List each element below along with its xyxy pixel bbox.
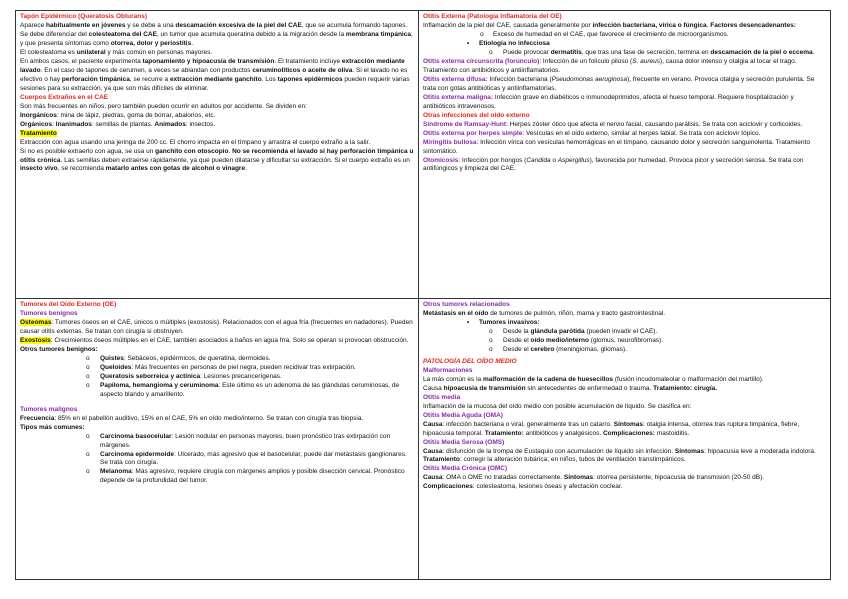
text: : otalgia intensa, otorrea tras ruptura timpánica, fiebre, hipoacusia temporal. bbox=[423, 420, 800, 437]
text: : 85% en el pabellón auditivo, 15% en el CAE, 5% en oído medio/interno. Se tratan con cirugía tras biopsia. bbox=[54, 414, 364, 422]
bold-text: descamación de la piel o eccema bbox=[710, 48, 813, 56]
bullet-list bbox=[423, 40, 828, 49]
subheading: Otomicosis bbox=[423, 156, 459, 164]
italic-text: Candida bbox=[526, 156, 551, 164]
bold-text: membrana timpánica bbox=[345, 30, 411, 38]
paragraph bbox=[423, 139, 828, 157]
paragraph bbox=[20, 337, 414, 346]
bold-text: glándula parótida bbox=[530, 327, 585, 335]
text: En ambos casos, el paciente experimenta bbox=[20, 57, 143, 65]
text: : Herpes zóster ótico que afecta el nervio facial, causando parálisis. Se trata con aciclovir y corticoides. bbox=[506, 120, 803, 128]
text: . bbox=[228, 147, 233, 155]
paragraph bbox=[20, 22, 414, 49]
section-title: PATOLOGÍA DEL OÍDO MEDIO bbox=[423, 357, 517, 365]
text: Puede provocar bbox=[503, 48, 551, 56]
text: : Vesículas en el oído externo, similar al herpes labial. Se trata con aciclovir tópico. bbox=[522, 129, 761, 137]
text: : OMA o OME no tratadas correctamente. bbox=[442, 474, 564, 482]
text: antibióticos y analgésicos. bbox=[523, 429, 603, 437]
text: La más común es la bbox=[423, 375, 483, 383]
text: Infección bacteriana ( bbox=[487, 75, 552, 83]
italic-text: Pseudomonas aeruginosa bbox=[551, 75, 628, 83]
section-title: Otros tumores relacionados bbox=[423, 301, 510, 308]
bold-text: infección bacteriana, vírica o fúngica bbox=[592, 21, 707, 29]
text: , y que presenta síntomas como bbox=[20, 30, 413, 47]
bold-text: extracción mediante ganchito bbox=[169, 75, 262, 83]
text: (pueden invadir el CAE). bbox=[584, 327, 658, 335]
bold-text: ganchito con otoscopio bbox=[155, 147, 229, 155]
paragraph: Inflamación de la mucosa del oído medio con posible acumulación de líquido. Se clasifica en: bbox=[423, 402, 692, 410]
bold-text: oído medio/interno bbox=[530, 336, 589, 344]
paragraph bbox=[423, 76, 828, 94]
bold-text: malformación de la cadena de huesecillos bbox=[482, 375, 614, 383]
text: . Si el lavado no es efectivo o hay bbox=[20, 66, 408, 83]
list-item bbox=[20, 382, 414, 400]
bold-text: unilateral bbox=[76, 48, 106, 56]
text: (meningiomas, gliomas). bbox=[554, 345, 627, 353]
list-item: • Etiología no infecciosa bbox=[423, 40, 828, 49]
text: . bbox=[812, 48, 815, 56]
text: ), favorecida por humedad. Provoca picor y secreción serosa. Se trata con antifúngicos y limpieza del CAE. bbox=[423, 156, 804, 173]
bold-text: Metástasis en el oído bbox=[423, 309, 489, 317]
cell-otitis-externa bbox=[419, 11, 832, 298]
text: : insectos. bbox=[185, 120, 216, 128]
bold-text: descamación excesiva de la piel del CAE bbox=[175, 21, 302, 29]
text: : Sebáceos, epidérmicos, de queratina, dermoides. bbox=[123, 354, 271, 362]
paragraph bbox=[423, 22, 828, 31]
text: : corregir la alteración tubárica; en niños, tubos de ventilación transtimpánicos. bbox=[459, 456, 686, 464]
paragraph bbox=[423, 94, 828, 112]
list-item: • Tumores invasivos: bbox=[423, 319, 828, 328]
text: , un tumor que acumula queratina debido a la migración desde la bbox=[156, 30, 346, 38]
subheading: Otitis Media Aguda (OMA) bbox=[423, 411, 503, 419]
bold-text: Inorgánicos bbox=[20, 111, 57, 119]
bold-text: Orgánicos bbox=[20, 120, 53, 128]
text: Aparece bbox=[20, 21, 47, 29]
bold-text: ceruminolíticos o aceite de oliva bbox=[252, 66, 353, 74]
paragraph bbox=[423, 310, 828, 319]
bold-text: Síntomas bbox=[674, 447, 705, 455]
bold-text: taponamiento y hipoacusia de transmisión bbox=[142, 57, 275, 65]
subheading: Tumores benignos bbox=[20, 309, 78, 317]
sub-list bbox=[423, 328, 828, 355]
bold-text: Carcinoma basocelular bbox=[100, 432, 172, 440]
bold-text: tapones epidérmicos bbox=[277, 75, 343, 83]
text: , que tras una fase de secreción, termina en bbox=[581, 48, 711, 56]
bold-text: colesteatoma del CAE bbox=[88, 30, 157, 38]
text: y se debe a una bbox=[125, 21, 176, 29]
bold-text: Tratamiento: cirugía. bbox=[653, 384, 718, 392]
bold-text: Carcinoma epidermoide bbox=[100, 450, 175, 458]
text: : Lesiones precancerígenas. bbox=[200, 372, 282, 380]
subheading: Otitis Media Crónica (OMC) bbox=[423, 465, 508, 473]
bullet-list bbox=[423, 319, 828, 328]
text: : infección bacteriana o viral, generalmente tras un catarro. bbox=[442, 420, 614, 428]
paragraph bbox=[423, 376, 828, 385]
bold-text: habitualmente en jóvenes bbox=[46, 21, 126, 29]
text: : otorrea persistente, hipoacusia de transmisión (20-50 dB). bbox=[593, 474, 765, 482]
bold-text: Inanimados bbox=[55, 120, 92, 128]
subheading: Miringitis bullosa bbox=[423, 138, 477, 146]
subheading: Otitis media bbox=[423, 393, 461, 401]
paragraph bbox=[423, 483, 828, 492]
text: ), causa dolor intenso y otalgia al tocar el trago. Tratamiento con antibióticos y antiinflamatorios. bbox=[423, 57, 797, 74]
subheading: Tumores malignos bbox=[20, 405, 78, 413]
text: . bbox=[706, 21, 711, 29]
paragraph bbox=[423, 157, 828, 175]
text: (fusión incudomaleolar o malformación del martillo). bbox=[613, 375, 764, 383]
text: : Infección de un folículo piloso ( bbox=[539, 57, 633, 65]
text: Desde el bbox=[503, 336, 531, 344]
bold-text: Síntomas bbox=[563, 474, 594, 482]
bold-text: Frecuencia bbox=[20, 414, 55, 422]
text: . bbox=[245, 165, 247, 173]
bold-text: Animados bbox=[154, 120, 186, 128]
bold-text: Complicaciones: bbox=[602, 429, 655, 437]
sub-list bbox=[423, 49, 828, 58]
text: . En el caso de tapones de cerumen, a veces se ablandan con productos bbox=[40, 66, 253, 74]
text: El colesteatoma es bbox=[20, 48, 77, 56]
paragraph bbox=[20, 148, 414, 175]
bold-text: perforación timpánica bbox=[61, 75, 130, 83]
list-item bbox=[20, 451, 414, 469]
paragraph bbox=[20, 130, 414, 139]
section-title: Cuerpos Extraños en el CAE bbox=[20, 93, 109, 101]
text: , que se acumula formando tapones. Se debe diferenciar del bbox=[20, 21, 408, 38]
section-title: Otitis Externa (Patología Inflamatoria del OE) bbox=[423, 13, 562, 20]
text: o bbox=[550, 156, 558, 164]
text: Inflamación de la piel del CAE, causada generalmente por bbox=[423, 21, 593, 29]
subheading: Síndrome de Ramsay-Hunt bbox=[423, 120, 507, 128]
text: : Infección por hongos ( bbox=[458, 156, 527, 164]
bold-text: Papiloma, hemangioma y ceruminoma bbox=[100, 381, 219, 389]
text: Extracción con agua usando una jeringa de 200 cc bbox=[20, 138, 166, 146]
bold-text: Melanoma bbox=[100, 468, 132, 476]
text: : bbox=[52, 120, 56, 128]
subheading: Otitis externa maligna: bbox=[423, 93, 494, 101]
text: . Las semillas deben extraerse rápidamente, ya que pueden dilatarse y dificultar su extracción. Si el cuerpo extraño es un bbox=[60, 156, 410, 164]
bold-text: insecto vivo bbox=[20, 165, 58, 173]
bold-text: dermatitis bbox=[550, 48, 582, 56]
text: : disfunción de la trompa de Eustaquio con acumulación de líquido sin infección. bbox=[442, 447, 675, 455]
text: : Ulcerado, más agresivo que el basocelular, puede dar metástasis ganglionares. Se trata con cirugía. bbox=[100, 450, 407, 467]
paragraph bbox=[20, 58, 414, 94]
text: : Crecimientos óseos múltiples en el CAE, también asociados a baños en agua fría. Solo se operan si provocan obstrucción. bbox=[50, 336, 409, 344]
notes-table bbox=[15, 10, 831, 580]
list-item bbox=[20, 364, 414, 373]
text: : Más agresivo, requiere cirugía con márgenes amplios y posible disección cervical. Pronóstico depende de la profundidad del tumor. bbox=[100, 468, 405, 485]
text: Desde el bbox=[503, 345, 531, 353]
text: . bbox=[191, 39, 194, 47]
text: : Infección vírica con vesículas hemorrágicas en el tímpano, causando dolor y secreción sanguinolenta. Tratamiento sintomático. bbox=[423, 138, 810, 155]
subheading: Otitis externa circunscrita (forúnculo) bbox=[423, 57, 540, 65]
bold-text: Causa bbox=[423, 474, 443, 482]
bold-text: Factores desencadenantes: bbox=[710, 21, 796, 29]
text: ), frecuente en verano. Provoca otalgia y secreción purulenta. Se trata con gotas antibióticas y antiinflamatorias. bbox=[423, 75, 815, 92]
text: Desde la bbox=[503, 327, 531, 335]
paragraph bbox=[20, 112, 414, 121]
list-item bbox=[423, 346, 828, 355]
section-title: Tapón Epidérmico (Queratosis Obturans) bbox=[20, 13, 148, 20]
list-item bbox=[20, 468, 414, 486]
paragraph bbox=[20, 121, 414, 130]
section-title: Otras infecciones del oído externo bbox=[423, 111, 530, 119]
section-title: Tumores del Oído Externo (OE) bbox=[20, 301, 117, 308]
subheading: Otitis Media Serosa (OMS) bbox=[423, 438, 505, 446]
text: : Este último es un adenoma de las glándulas ceruminosas, de aspecto blando y amarillento. bbox=[100, 381, 400, 398]
bold-text: matarlo antes con gotas de alcohol o vinagre bbox=[105, 165, 246, 173]
paragraph bbox=[423, 130, 828, 139]
bold-text: otorrea, dolor y periostitis bbox=[110, 39, 192, 47]
bold-text: Tratamiento: bbox=[484, 429, 524, 437]
paragraph: Otros tumores benignos: bbox=[20, 345, 98, 353]
paragraph bbox=[20, 415, 414, 424]
bold-text: Quistes bbox=[100, 354, 124, 362]
list-item bbox=[20, 373, 414, 382]
text: , se recurre a bbox=[129, 75, 170, 83]
list-item: o Exceso de humedad en el CAE, que favorece el crecimiento de microorganismos. bbox=[423, 31, 828, 40]
sub-list bbox=[20, 433, 414, 487]
text: , se recomienda bbox=[57, 165, 106, 173]
list-item bbox=[20, 355, 414, 364]
paragraph bbox=[423, 474, 828, 483]
text: : mina de lápiz, piedras, goma de borrar, abalorios, etc. bbox=[56, 111, 216, 119]
bold-text: hipoacusia de transmisión bbox=[443, 384, 526, 392]
text: pueden requerir varias sesiones para su extracción, ya que son más difíciles de eliminar. bbox=[20, 75, 410, 92]
text: Infección grave en diabéticos o inmunodeprimidos, afecta el hueso temporal. Requiere hospitalización y antibióticos intravenosos. bbox=[423, 93, 794, 110]
bold-text: Tratamiento bbox=[423, 456, 460, 464]
paragraph bbox=[423, 121, 828, 130]
bold-text: No se recomienda el lavado si hay perforación timpánica u otitis crónica bbox=[20, 147, 414, 164]
paragraph bbox=[423, 58, 828, 76]
subheading: Malformaciones bbox=[423, 366, 473, 374]
subheading: Otitis externa difusa: bbox=[423, 75, 488, 83]
list-item bbox=[423, 337, 828, 346]
paragraph bbox=[423, 448, 828, 466]
text: : Lesión nodular en personas mayores, buen pronóstico tras extirpación con márgenes. bbox=[100, 432, 391, 449]
text: (glomus, neurofibromas). bbox=[588, 336, 664, 344]
paragraph bbox=[20, 49, 414, 58]
highlighted-term: Osteomas bbox=[20, 318, 52, 326]
bold-text: Causa bbox=[423, 420, 443, 428]
text: y más común en personas mayores. bbox=[105, 48, 213, 56]
highlighted-heading: Tratamiento bbox=[20, 129, 57, 137]
bold-text: cerebro bbox=[530, 345, 555, 353]
text: Causa bbox=[423, 384, 444, 392]
paragraph bbox=[20, 319, 414, 337]
text: : Tumores óseos en el CAE, únicos o múltiples (exostosis). Relacionados con el agua fría (frecuentes en nadadores). Pueden causar otitis externas. Se tratan con cirugía si obstruyen. bbox=[20, 318, 413, 335]
bold-text: Causa bbox=[423, 447, 443, 455]
cell-tapon-epidermico bbox=[16, 11, 418, 298]
subheading: Otitis externa por herpes simple bbox=[423, 129, 523, 137]
bold-text: Complicaciones bbox=[423, 483, 473, 491]
list-item bbox=[20, 433, 414, 451]
paragraph bbox=[20, 139, 414, 148]
bold-text: Síntomas bbox=[613, 420, 644, 428]
text: : semillas de plantas. bbox=[91, 120, 155, 128]
list-item bbox=[423, 328, 828, 337]
cell-tumores-oido-externo bbox=[16, 299, 418, 581]
text: : hipoacusia leve a moderada indolora. bbox=[704, 447, 816, 455]
cell-oido-medio bbox=[419, 299, 832, 581]
paragraph bbox=[423, 385, 828, 394]
text: : Más frecuentes en personas de piel negra, pueden recidivar tras extirpación. bbox=[131, 363, 356, 371]
bold-text: Queratosis seborreica y actínica bbox=[100, 372, 201, 380]
paragraph: Tipos más comunes: bbox=[20, 423, 85, 431]
sub-list bbox=[20, 355, 414, 400]
text: . El tratamiento incluye bbox=[274, 57, 342, 65]
sub-list bbox=[423, 31, 828, 40]
list-item bbox=[423, 49, 828, 58]
bold-text: extracción mediante lavado bbox=[20, 57, 405, 74]
text: : colesteatoma, lesiones óseas y afectación coclear. bbox=[472, 483, 623, 491]
text: sin antecedentes de enfermedad o trauma. bbox=[525, 384, 654, 392]
highlighted-term: Exostosis bbox=[20, 336, 51, 344]
italic-text: Aspergillus bbox=[557, 156, 590, 164]
text: . Los bbox=[261, 75, 278, 83]
paragraph: Son más frecuentes en niños, pero también pueden ocurrir en adultos por accidente. Se dividen en: bbox=[20, 102, 307, 110]
bold-text: Queloides bbox=[100, 363, 132, 371]
text: . El chorro impacta en el tímpano y arrastra el cuerpo extraño a la salir. bbox=[166, 138, 371, 146]
text: mastoiditis. bbox=[654, 429, 690, 437]
text: de tumores de pulmón, riñón, mama y tracto gastrointestinal. bbox=[488, 309, 666, 317]
text: Si no es posible extraerlo con agua, se usa un bbox=[20, 147, 156, 155]
paragraph bbox=[423, 421, 828, 439]
italic-text: S. aureus bbox=[632, 57, 661, 65]
